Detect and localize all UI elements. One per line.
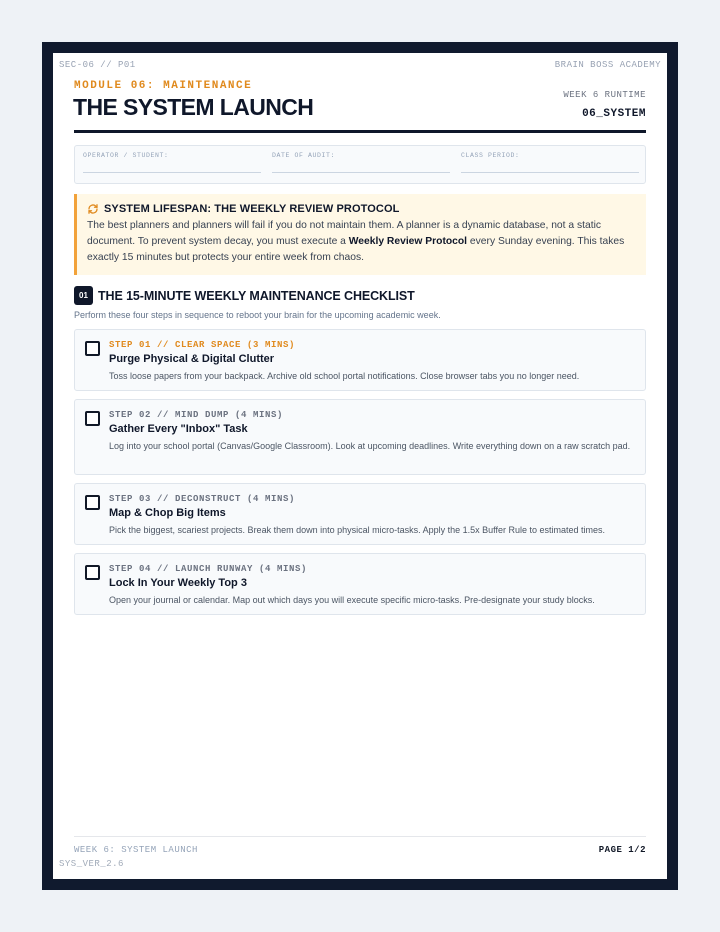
- date-field-label: DATE OF AUDIT:: [272, 152, 336, 159]
- refresh-icon: [87, 203, 99, 215]
- page-number: PAGE 1/2: [598, 845, 646, 855]
- title-divider: [74, 130, 646, 133]
- date-field[interactable]: [272, 152, 450, 173]
- section-title: THE 15-MINUTE WEEKLY MAINTENANCE CHECKLIST: [98, 289, 415, 303]
- step-4-label: STEP 04 // LAUNCH RUNWAY (4 MINS): [109, 564, 308, 574]
- checklist-step-4: [74, 553, 646, 615]
- weekly-review-callout: [74, 194, 646, 275]
- step-3-label: STEP 03 // DECONSTRUCT (4 MINS): [109, 494, 296, 504]
- checklist-step-1: [74, 329, 646, 391]
- step-4-checkbox[interactable]: [85, 565, 100, 580]
- callout-body-intro: The best planners and planners will fail if you do not maintain them. A planner is a dynamic database, not a static document. To prevent system decay, you must execute a: [87, 220, 601, 247]
- page-frame: [42, 42, 678, 890]
- week-runtime: WEEK 6 RUNTIME: [563, 90, 646, 100]
- step-2-label: STEP 02 // MIND DUMP (4 MINS): [109, 410, 284, 420]
- checklist-step-3: [74, 483, 646, 545]
- footer-title: WEEK 6: SYSTEM LAUNCH: [74, 845, 198, 855]
- operator-field-line[interactable]: [83, 172, 261, 173]
- step-1-description: Toss loose papers from your backpack. Archive old school portal notifications. Close browser tabs you no longer need.: [109, 371, 580, 381]
- operator-field-label: OPERATOR / STUDENT:: [83, 152, 169, 159]
- checklist-step-2: [74, 399, 646, 475]
- system-code: 06_SYSTEM: [582, 108, 646, 120]
- worksheet-page: [53, 53, 667, 879]
- callout-body: [87, 218, 627, 266]
- version-label: SYS_VER_2.6: [59, 859, 124, 869]
- step-2-title: Gather Every "Inbox" Task: [109, 423, 248, 435]
- footer-divider: [74, 836, 646, 837]
- step-2-description: Log into your school portal (Canvas/Google Classroom). Look at upcoming deadlines. Write everything down on a raw scratch pad.: [109, 441, 631, 451]
- step-3-description: Pick the biggest, scariest projects. Break them down into physical micro-tasks. Apply the 1.5x Buffer Rule to estimated times.: [109, 525, 606, 535]
- date-field-line[interactable]: [272, 172, 450, 173]
- step-1-checkbox[interactable]: [85, 341, 100, 356]
- class-period-field[interactable]: [461, 152, 639, 173]
- section-number-badge: 01: [74, 286, 93, 305]
- operator-field[interactable]: [83, 152, 261, 173]
- step-4-title: Lock In Your Weekly Top 3: [109, 577, 247, 589]
- step-2-checkbox[interactable]: [85, 411, 100, 426]
- step-4-description: Open your journal or calendar. Map out which days you will execute specific micro-tasks. Pre-designate your study blocks.: [109, 595, 595, 605]
- step-3-title: Map & Chop Big Items: [109, 507, 226, 519]
- section-subtitle: Perform these four steps in sequence to reboot your brain for the upcoming academic week.: [74, 310, 441, 320]
- callout-title: SYSTEM LIFESPAN: THE WEEKLY REVIEW PROTOCOL: [104, 203, 400, 215]
- callout-body-outro: every Sunday evening. This takes exactly 15 minutes but protects your entire week from chaos.: [87, 236, 625, 263]
- page-title: THE SYSTEM LAUNCH: [73, 94, 314, 120]
- callout-header: [87, 203, 399, 215]
- class-period-field-label: CLASS PERIOD:: [461, 152, 520, 159]
- class-period-field-line[interactable]: [461, 172, 639, 173]
- callout-body-emphasis: Weekly Review Protocol: [348, 236, 468, 247]
- step-1-title: Purge Physical & Digital Clutter: [109, 353, 275, 365]
- step-1-label: STEP 01 // CLEAR SPACE (3 MINS): [109, 340, 296, 350]
- module-label: MODULE 06: MAINTENANCE: [74, 80, 253, 92]
- student-info-fields: [74, 145, 646, 184]
- step-3-checkbox[interactable]: [85, 495, 100, 510]
- academy-name: BRAIN BOSS ACADEMY: [554, 60, 661, 70]
- section-ref: SEC-06 // P01: [59, 60, 136, 70]
